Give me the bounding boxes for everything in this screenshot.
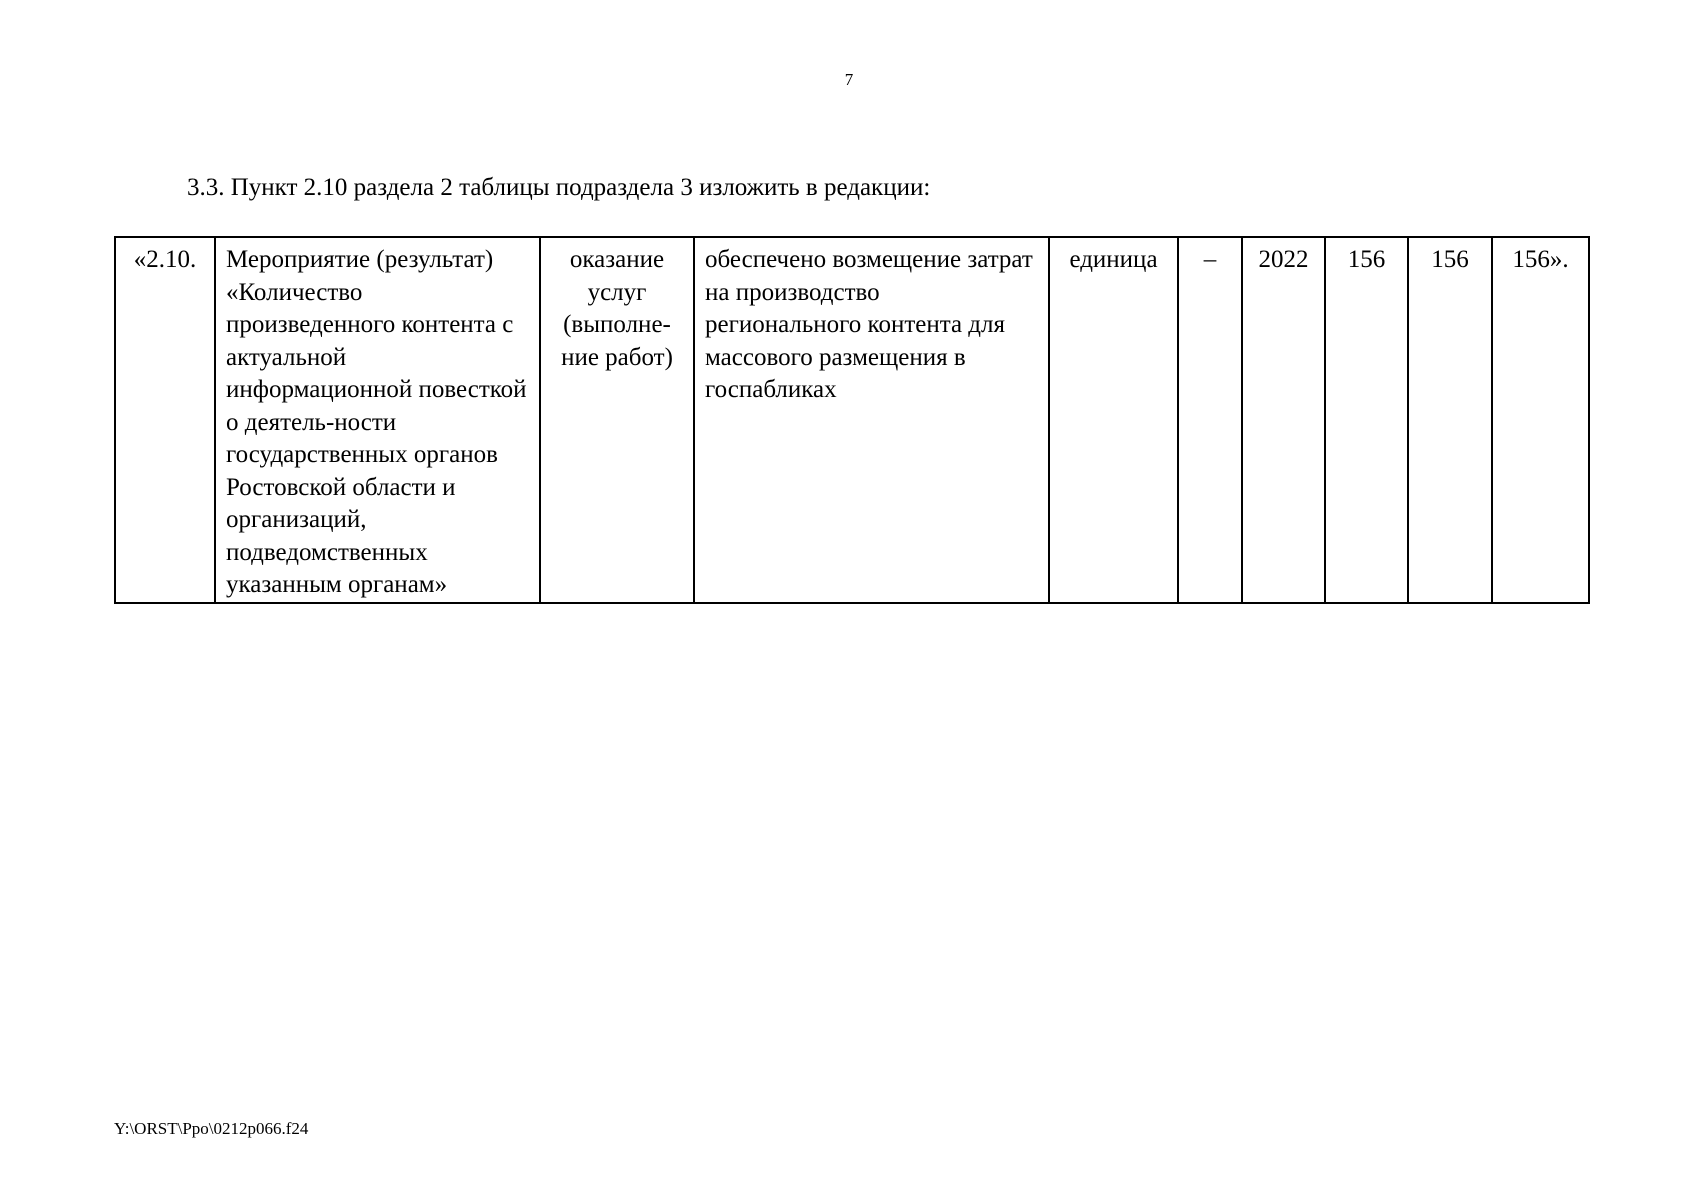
- intro-paragraph: 3.3. Пункт 2.10 раздела 2 таблицы подраздела 3 изложить в редакции:: [187, 174, 931, 201]
- cell-event-type: оказание услуг (выполне-ние работ): [540, 237, 694, 603]
- cell-base-value: –: [1178, 237, 1242, 603]
- cell-item-number: «2.10.: [115, 237, 215, 603]
- cell-unit: единица: [1049, 237, 1178, 603]
- page-number: 7: [844, 70, 854, 89]
- cell-value-2: 156: [1408, 237, 1492, 603]
- cell-characteristic: обеспечено возмещение затрат на производство регионального контента для массового размещения в госпабликах: [694, 237, 1049, 603]
- cell-year: 2022: [1242, 237, 1325, 603]
- cell-value-1: 156: [1325, 237, 1408, 603]
- footer-file-path: Y:\ORST\Ppo\0212p066.f24: [114, 1119, 309, 1138]
- cell-event-name: Мероприятие (результат) «Количество произведенного контента с актуальной информационной повесткой о деятель-ности государственных органов Ростовской области и организаций, подведомственных указанным органам»: [215, 237, 540, 603]
- cell-value-3: 156».: [1492, 237, 1589, 603]
- table-row: [115, 237, 1589, 603]
- amendment-table: [114, 236, 1590, 604]
